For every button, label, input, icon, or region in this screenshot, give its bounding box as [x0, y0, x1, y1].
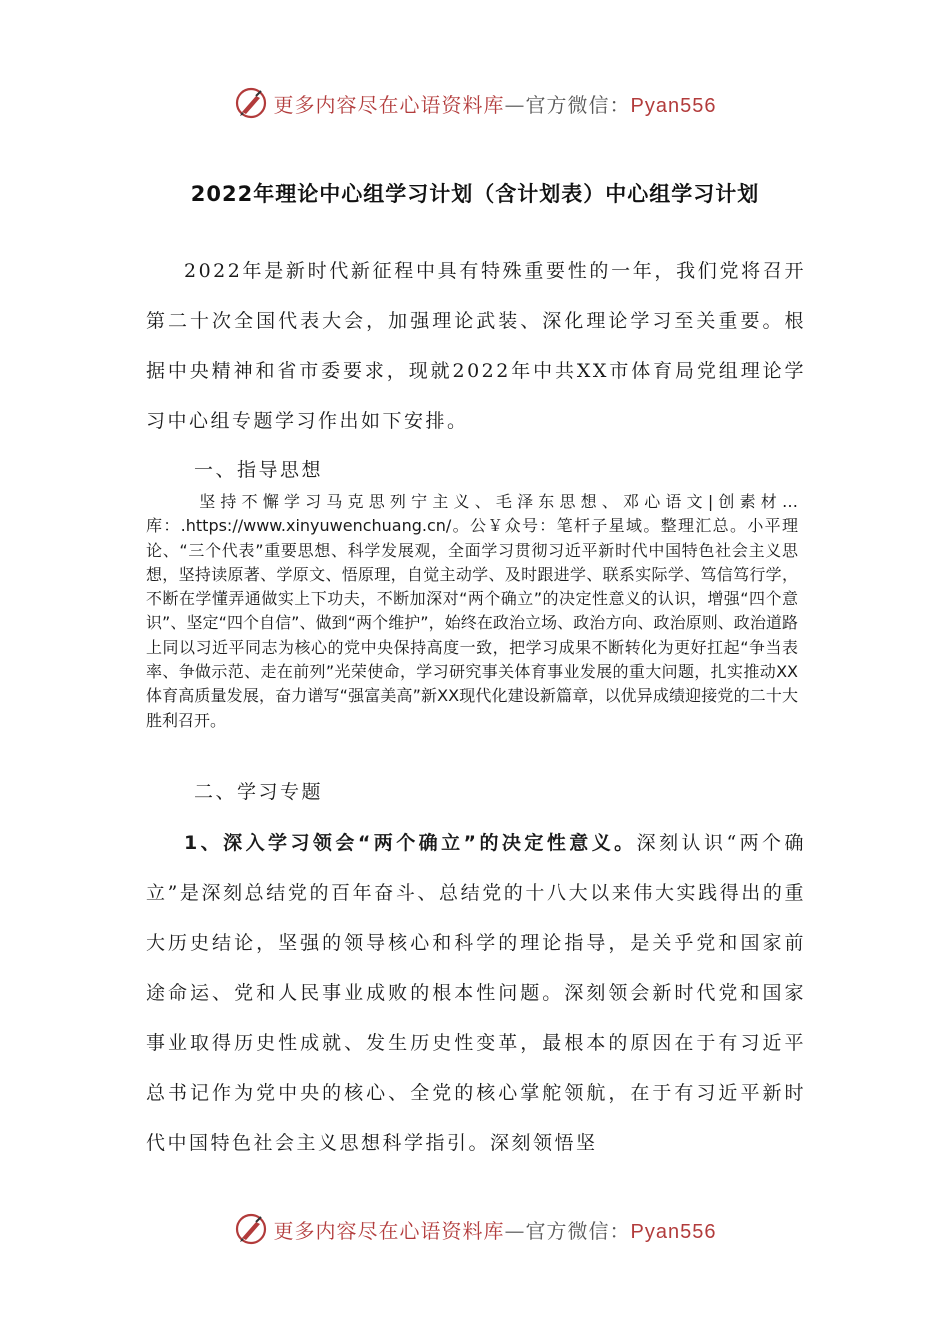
pen-logo-icon	[234, 1212, 268, 1246]
section1-body: 坚持不懈学习马克思列宁主义、毛泽东思想、邓心语文|创素材…库：.https://www.xinyuwenchuang.cn/。公￥众号：笔杆子星域。整理汇总。小平理论、“三个代表”重要思想、科学发展观，全面学习贯彻习近平新时代中国特色社会主义思想，坚持读原著、学原文、悟原理，自觉主动学、及时跟进学、联系实际学、笃信笃行学，不断在学懂弄通做实上下功夫，不断加深对“两个确立”的决定性意义的认识，增强“四个意识”、坚定“四个自信”、做到“两个维护”，始终在政治立场、政治方向、政治原则、政治道路上同以习近平同志为核心的党中央保持高度一致，把学习成果不断转化为更好扛起“争当表率、争做示范、走在前列”光荣使命，学习研究事关体育事业发展的重大问题，扎实推动XX体育高质量发展，奋力谱写“强富美高”新XX现代化建设新篇章，以优异成绩迎接党的二十大胜利召开。	[146, 492, 798, 730]
footer-banner	[0, 1204, 950, 1254]
section2-heading: 二、学习专题	[194, 781, 324, 803]
item1-body: 深刻认识“两个确立”是深刻总结党的百年奋斗、总结党的十八大以来伟大实践得出的重大历史结论，坚强的领导核心和科学的理论指导，是关乎党和国家前途命运、党和人民事业成败的根本性问题。深刻领会新时代党和国家事业取得历史性成就、发生历史性变革，最根本的原因在于有习近平总书记作为党中央的核心、全党的核心掌舵领航，在于有习近平新时代中国特色社会主义思想科学指引。深刻领悟坚	[146, 832, 806, 1154]
section1-heading: 一、指导思想	[194, 459, 324, 481]
page-title: 2022年理论中心组学习计划（含计划表）中心组学习计划	[190, 182, 760, 206]
item1-paragraph	[146, 818, 806, 1168]
intro-paragraph: 2022年是新时代新征程中具有特殊重要性的一年，我们党将召开第二十次全国代表大会，加强理论武装、深化理论学习至关重要。根据中央精神和省市委要求，现就2022年中共XX市体育局党组理论学习中心组专题学习作出如下安排。	[146, 260, 806, 432]
banner-text: 更多内容尽在心语资料库—官方微信：Pyan556	[273, 1218, 717, 1243]
pen-logo-icon	[234, 86, 268, 120]
item1-heading: 1、深入学习领会“两个确立”的决定性意义。	[184, 832, 637, 854]
header-banner	[0, 78, 950, 128]
banner-text: 更多内容尽在心语资料库—官方微信：Pyan556	[273, 92, 717, 117]
